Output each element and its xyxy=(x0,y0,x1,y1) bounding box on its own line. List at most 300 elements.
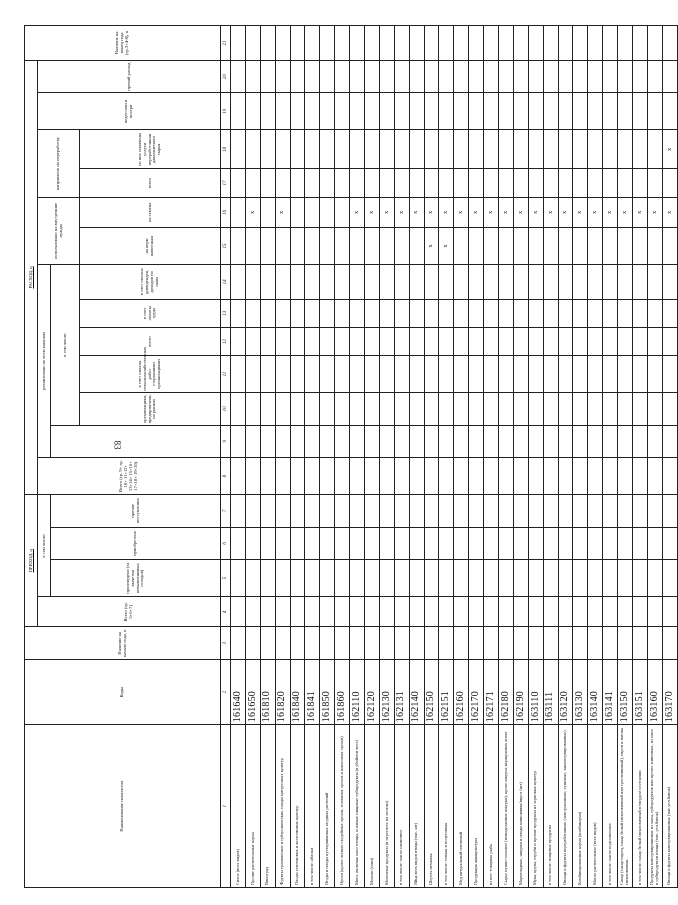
data-cell[interactable] xyxy=(499,597,514,627)
data-cell[interactable] xyxy=(618,425,633,458)
data-cell[interactable] xyxy=(633,228,648,265)
data-cell[interactable] xyxy=(603,93,618,130)
data-cell[interactable] xyxy=(647,560,662,597)
cell-x-mark[interactable]: x xyxy=(409,197,424,227)
data-cell[interactable] xyxy=(513,26,528,61)
data-cell[interactable] xyxy=(365,299,380,327)
data-cell[interactable] xyxy=(409,560,424,597)
data-cell[interactable] xyxy=(290,299,305,327)
cell-x-mark[interactable]: x xyxy=(662,130,677,169)
data-cell[interactable] xyxy=(499,228,514,265)
data-cell[interactable] xyxy=(335,264,350,299)
data-cell[interactable] xyxy=(469,356,484,393)
data-cell[interactable] xyxy=(528,560,543,597)
data-cell[interactable] xyxy=(543,495,558,528)
data-cell[interactable] xyxy=(484,130,499,169)
data-cell[interactable] xyxy=(245,356,260,393)
data-cell[interactable] xyxy=(573,169,588,197)
data-cell[interactable] xyxy=(469,393,484,426)
data-cell[interactable] xyxy=(245,26,260,61)
data-cell[interactable] xyxy=(588,327,603,355)
data-cell[interactable] xyxy=(350,560,365,597)
data-cell[interactable] xyxy=(350,169,365,197)
data-cell[interactable] xyxy=(290,393,305,426)
cell-x-mark[interactable]: x xyxy=(439,197,454,227)
data-cell[interactable] xyxy=(305,356,320,393)
data-cell[interactable] xyxy=(558,26,573,61)
data-cell[interactable] xyxy=(424,356,439,393)
data-cell[interactable] xyxy=(573,93,588,130)
data-cell[interactable] xyxy=(409,495,424,528)
data-cell[interactable] xyxy=(513,597,528,627)
data-cell[interactable] xyxy=(275,425,290,458)
data-cell[interactable] xyxy=(365,393,380,426)
data-cell[interactable] xyxy=(484,60,499,93)
data-cell[interactable] xyxy=(394,356,409,393)
data-cell[interactable] xyxy=(618,26,633,61)
data-cell[interactable] xyxy=(618,560,633,597)
data-cell[interactable] xyxy=(454,527,469,560)
data-cell[interactable] xyxy=(350,93,365,130)
data-cell[interactable] xyxy=(245,169,260,197)
data-cell[interactable] xyxy=(454,425,469,458)
data-cell[interactable] xyxy=(469,458,484,495)
data-cell[interactable] xyxy=(379,495,394,528)
data-cell[interactable] xyxy=(469,425,484,458)
data-cell[interactable] xyxy=(484,597,499,627)
data-cell[interactable] xyxy=(424,597,439,627)
cell-x-mark[interactable]: x xyxy=(245,197,260,227)
data-cell[interactable] xyxy=(573,560,588,597)
data-cell[interactable] xyxy=(588,93,603,130)
data-cell[interactable] xyxy=(320,597,335,627)
data-cell[interactable] xyxy=(528,393,543,426)
data-cell[interactable] xyxy=(260,356,275,393)
data-cell[interactable] xyxy=(484,627,499,660)
data-cell[interactable] xyxy=(379,264,394,299)
data-cell[interactable] xyxy=(305,130,320,169)
data-cell[interactable] xyxy=(603,299,618,327)
data-cell[interactable] xyxy=(647,299,662,327)
data-cell[interactable] xyxy=(379,130,394,169)
data-cell[interactable] xyxy=(350,264,365,299)
data-cell[interactable] xyxy=(573,299,588,327)
data-cell[interactable] xyxy=(528,93,543,130)
data-cell[interactable] xyxy=(394,228,409,265)
data-cell[interactable] xyxy=(409,393,424,426)
data-cell[interactable] xyxy=(618,327,633,355)
data-cell[interactable] xyxy=(469,560,484,597)
cell-x-mark[interactable]: x xyxy=(528,197,543,227)
data-cell[interactable] xyxy=(275,299,290,327)
data-cell[interactable] xyxy=(231,169,246,197)
data-cell[interactable] xyxy=(662,60,677,93)
data-cell[interactable] xyxy=(633,356,648,393)
data-cell[interactable] xyxy=(558,560,573,597)
data-cell[interactable] xyxy=(558,627,573,660)
data-cell[interactable] xyxy=(245,264,260,299)
data-cell[interactable] xyxy=(394,264,409,299)
data-cell[interactable] xyxy=(409,60,424,93)
data-cell[interactable] xyxy=(379,393,394,426)
data-cell[interactable] xyxy=(379,627,394,660)
data-cell[interactable] xyxy=(290,425,305,458)
cell-x-mark[interactable]: x xyxy=(424,228,439,265)
data-cell[interactable] xyxy=(379,560,394,597)
data-cell[interactable] xyxy=(603,597,618,627)
data-cell[interactable] xyxy=(320,627,335,660)
data-cell[interactable] xyxy=(260,393,275,426)
data-cell[interactable] xyxy=(379,327,394,355)
data-cell[interactable] xyxy=(275,627,290,660)
data-cell[interactable] xyxy=(543,299,558,327)
data-cell[interactable] xyxy=(305,560,320,597)
data-cell[interactable] xyxy=(573,327,588,355)
data-cell[interactable] xyxy=(543,527,558,560)
data-cell[interactable] xyxy=(260,560,275,597)
cell-x-mark[interactable]: x xyxy=(484,197,499,227)
data-cell[interactable] xyxy=(603,495,618,528)
data-cell[interactable] xyxy=(558,299,573,327)
data-cell[interactable] xyxy=(439,627,454,660)
data-cell[interactable] xyxy=(513,425,528,458)
data-cell[interactable] xyxy=(528,130,543,169)
data-cell[interactable] xyxy=(588,26,603,61)
data-cell[interactable] xyxy=(365,560,380,597)
data-cell[interactable] xyxy=(647,495,662,528)
data-cell[interactable] xyxy=(231,527,246,560)
data-cell[interactable] xyxy=(350,527,365,560)
data-cell[interactable] xyxy=(603,26,618,61)
data-cell[interactable] xyxy=(573,627,588,660)
data-cell[interactable] xyxy=(305,425,320,458)
data-cell[interactable] xyxy=(618,130,633,169)
data-cell[interactable] xyxy=(424,169,439,197)
data-cell[interactable] xyxy=(409,627,424,660)
data-cell[interactable] xyxy=(618,93,633,130)
data-cell[interactable] xyxy=(275,228,290,265)
data-cell[interactable] xyxy=(528,327,543,355)
data-cell[interactable] xyxy=(439,299,454,327)
data-cell[interactable] xyxy=(409,228,424,265)
data-cell[interactable] xyxy=(618,299,633,327)
data-cell[interactable] xyxy=(394,169,409,197)
data-cell[interactable] xyxy=(335,93,350,130)
data-cell[interactable] xyxy=(290,130,305,169)
data-cell[interactable] xyxy=(394,627,409,660)
data-cell[interactable] xyxy=(335,627,350,660)
data-cell[interactable] xyxy=(350,327,365,355)
data-cell[interactable] xyxy=(350,458,365,495)
data-cell[interactable] xyxy=(409,264,424,299)
data-cell[interactable] xyxy=(528,458,543,495)
data-cell[interactable] xyxy=(290,560,305,597)
data-cell[interactable] xyxy=(499,560,514,597)
data-cell[interactable] xyxy=(647,425,662,458)
data-cell[interactable] xyxy=(484,327,499,355)
data-cell[interactable] xyxy=(454,356,469,393)
data-cell[interactable] xyxy=(409,93,424,130)
data-cell[interactable] xyxy=(320,527,335,560)
data-cell[interactable] xyxy=(662,458,677,495)
data-cell[interactable] xyxy=(528,299,543,327)
data-cell[interactable] xyxy=(290,26,305,61)
data-cell[interactable] xyxy=(573,228,588,265)
data-cell[interactable] xyxy=(528,527,543,560)
data-cell[interactable] xyxy=(320,299,335,327)
data-cell[interactable] xyxy=(275,327,290,355)
data-cell[interactable] xyxy=(350,26,365,61)
data-cell[interactable] xyxy=(588,299,603,327)
data-cell[interactable] xyxy=(424,425,439,458)
data-cell[interactable] xyxy=(603,130,618,169)
cell-x-mark[interactable]: x xyxy=(603,197,618,227)
data-cell[interactable] xyxy=(439,393,454,426)
data-cell[interactable] xyxy=(275,26,290,61)
data-cell[interactable] xyxy=(662,327,677,355)
data-cell[interactable] xyxy=(260,327,275,355)
data-cell[interactable] xyxy=(290,495,305,528)
data-cell[interactable] xyxy=(379,425,394,458)
data-cell[interactable] xyxy=(484,560,499,597)
cell-x-mark[interactable]: x xyxy=(350,197,365,227)
data-cell[interactable] xyxy=(633,327,648,355)
data-cell[interactable] xyxy=(350,228,365,265)
data-cell[interactable] xyxy=(573,60,588,93)
data-cell[interactable] xyxy=(528,356,543,393)
data-cell[interactable] xyxy=(260,495,275,528)
data-cell[interactable] xyxy=(320,93,335,130)
data-cell[interactable] xyxy=(588,264,603,299)
data-cell[interactable] xyxy=(305,299,320,327)
data-cell[interactable] xyxy=(275,93,290,130)
data-cell[interactable] xyxy=(647,627,662,660)
data-cell[interactable] xyxy=(633,393,648,426)
data-cell[interactable] xyxy=(662,597,677,627)
data-cell[interactable] xyxy=(618,356,633,393)
data-cell[interactable] xyxy=(350,495,365,528)
data-cell[interactable] xyxy=(454,393,469,426)
data-cell[interactable] xyxy=(543,228,558,265)
data-cell[interactable] xyxy=(365,26,380,61)
cell-x-mark[interactable]: x xyxy=(499,197,514,227)
data-cell[interactable] xyxy=(231,393,246,426)
data-cell[interactable] xyxy=(320,495,335,528)
data-cell[interactable] xyxy=(439,527,454,560)
data-cell[interactable] xyxy=(365,527,380,560)
data-cell[interactable] xyxy=(543,60,558,93)
data-cell[interactable] xyxy=(350,425,365,458)
data-cell[interactable] xyxy=(618,264,633,299)
data-cell[interactable] xyxy=(394,425,409,458)
data-cell[interactable] xyxy=(469,327,484,355)
data-cell[interactable] xyxy=(365,425,380,458)
data-cell[interactable] xyxy=(231,597,246,627)
data-cell[interactable] xyxy=(633,26,648,61)
data-cell[interactable] xyxy=(513,228,528,265)
data-cell[interactable] xyxy=(275,264,290,299)
data-cell[interactable] xyxy=(573,356,588,393)
data-cell[interactable] xyxy=(573,527,588,560)
data-cell[interactable] xyxy=(662,393,677,426)
data-cell[interactable] xyxy=(558,327,573,355)
data-cell[interactable] xyxy=(231,264,246,299)
data-cell[interactable] xyxy=(409,356,424,393)
data-cell[interactable] xyxy=(588,458,603,495)
data-cell[interactable] xyxy=(365,356,380,393)
data-cell[interactable] xyxy=(513,264,528,299)
data-cell[interactable] xyxy=(469,627,484,660)
data-cell[interactable] xyxy=(320,26,335,61)
data-cell[interactable] xyxy=(290,627,305,660)
data-cell[interactable] xyxy=(335,197,350,227)
data-cell[interactable] xyxy=(320,425,335,458)
data-cell[interactable] xyxy=(290,169,305,197)
data-cell[interactable] xyxy=(231,425,246,458)
data-cell[interactable] xyxy=(409,425,424,458)
data-cell[interactable] xyxy=(245,425,260,458)
data-cell[interactable] xyxy=(499,425,514,458)
cell-x-mark[interactable]: x xyxy=(469,197,484,227)
data-cell[interactable] xyxy=(499,393,514,426)
data-cell[interactable] xyxy=(245,393,260,426)
data-cell[interactable] xyxy=(469,495,484,528)
data-cell[interactable] xyxy=(603,264,618,299)
data-cell[interactable] xyxy=(305,495,320,528)
data-cell[interactable] xyxy=(543,327,558,355)
data-cell[interactable] xyxy=(588,169,603,197)
data-cell[interactable] xyxy=(499,169,514,197)
data-cell[interactable] xyxy=(394,299,409,327)
data-cell[interactable] xyxy=(365,169,380,197)
data-cell[interactable] xyxy=(260,93,275,130)
data-cell[interactable] xyxy=(662,93,677,130)
data-cell[interactable] xyxy=(558,130,573,169)
data-cell[interactable] xyxy=(469,169,484,197)
data-cell[interactable] xyxy=(484,495,499,528)
data-cell[interactable] xyxy=(558,228,573,265)
data-cell[interactable] xyxy=(409,597,424,627)
data-cell[interactable] xyxy=(513,356,528,393)
data-cell[interactable] xyxy=(335,228,350,265)
data-cell[interactable] xyxy=(558,356,573,393)
data-cell[interactable] xyxy=(528,228,543,265)
cell-x-mark[interactable]: x xyxy=(573,197,588,227)
data-cell[interactable] xyxy=(350,60,365,93)
data-cell[interactable] xyxy=(231,197,246,227)
data-cell[interactable] xyxy=(409,527,424,560)
data-cell[interactable] xyxy=(305,169,320,197)
data-cell[interactable] xyxy=(231,458,246,495)
data-cell[interactable] xyxy=(454,627,469,660)
data-cell[interactable] xyxy=(275,60,290,93)
data-cell[interactable] xyxy=(231,26,246,61)
data-cell[interactable] xyxy=(290,93,305,130)
data-cell[interactable] xyxy=(543,169,558,197)
data-cell[interactable] xyxy=(335,356,350,393)
data-cell[interactable] xyxy=(662,169,677,197)
data-cell[interactable] xyxy=(588,130,603,169)
data-cell[interactable] xyxy=(305,597,320,627)
data-cell[interactable] xyxy=(231,130,246,169)
data-cell[interactable] xyxy=(320,60,335,93)
data-cell[interactable] xyxy=(454,26,469,61)
data-cell[interactable] xyxy=(499,527,514,560)
data-cell[interactable] xyxy=(573,130,588,169)
data-cell[interactable] xyxy=(647,130,662,169)
data-cell[interactable] xyxy=(379,26,394,61)
cell-x-mark[interactable]: x xyxy=(394,197,409,227)
data-cell[interactable] xyxy=(633,458,648,495)
data-cell[interactable] xyxy=(484,299,499,327)
data-cell[interactable] xyxy=(335,327,350,355)
data-cell[interactable] xyxy=(260,169,275,197)
data-cell[interactable] xyxy=(275,356,290,393)
data-cell[interactable] xyxy=(439,425,454,458)
data-cell[interactable] xyxy=(275,560,290,597)
data-cell[interactable] xyxy=(290,197,305,227)
data-cell[interactable] xyxy=(290,527,305,560)
data-cell[interactable] xyxy=(573,458,588,495)
data-cell[interactable] xyxy=(633,299,648,327)
data-cell[interactable] xyxy=(320,560,335,597)
data-cell[interactable] xyxy=(305,26,320,61)
data-cell[interactable] xyxy=(260,264,275,299)
data-cell[interactable] xyxy=(647,93,662,130)
data-cell[interactable] xyxy=(558,425,573,458)
data-cell[interactable] xyxy=(499,627,514,660)
data-cell[interactable] xyxy=(469,597,484,627)
data-cell[interactable] xyxy=(603,60,618,93)
data-cell[interactable] xyxy=(454,60,469,93)
data-cell[interactable] xyxy=(439,60,454,93)
data-cell[interactable] xyxy=(290,264,305,299)
data-cell[interactable] xyxy=(305,60,320,93)
data-cell[interactable] xyxy=(499,130,514,169)
data-cell[interactable] xyxy=(379,356,394,393)
data-cell[interactable] xyxy=(484,458,499,495)
data-cell[interactable] xyxy=(633,627,648,660)
data-cell[interactable] xyxy=(260,627,275,660)
data-cell[interactable] xyxy=(365,627,380,660)
data-cell[interactable] xyxy=(454,228,469,265)
data-cell[interactable] xyxy=(260,299,275,327)
data-cell[interactable] xyxy=(603,169,618,197)
data-cell[interactable] xyxy=(231,560,246,597)
data-cell[interactable] xyxy=(588,228,603,265)
data-cell[interactable] xyxy=(469,26,484,61)
data-cell[interactable] xyxy=(394,393,409,426)
data-cell[interactable] xyxy=(647,169,662,197)
data-cell[interactable] xyxy=(350,597,365,627)
data-cell[interactable] xyxy=(454,169,469,197)
data-cell[interactable] xyxy=(409,458,424,495)
data-cell[interactable] xyxy=(513,327,528,355)
data-cell[interactable] xyxy=(647,228,662,265)
data-cell[interactable] xyxy=(320,228,335,265)
data-cell[interactable] xyxy=(424,93,439,130)
data-cell[interactable] xyxy=(290,228,305,265)
data-cell[interactable] xyxy=(424,299,439,327)
data-cell[interactable] xyxy=(543,356,558,393)
data-cell[interactable] xyxy=(618,627,633,660)
data-cell[interactable] xyxy=(603,527,618,560)
data-cell[interactable] xyxy=(231,627,246,660)
data-cell[interactable] xyxy=(409,299,424,327)
data-cell[interactable] xyxy=(662,627,677,660)
data-cell[interactable] xyxy=(484,169,499,197)
cell-x-mark[interactable]: x xyxy=(588,197,603,227)
